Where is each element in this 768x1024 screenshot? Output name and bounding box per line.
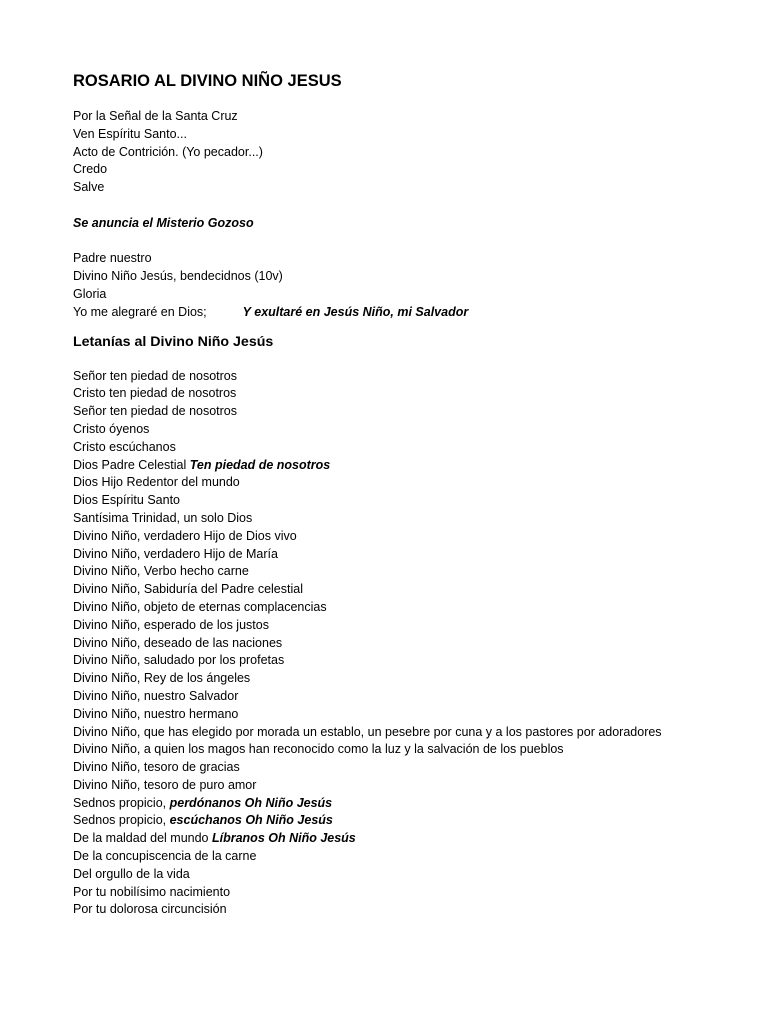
litany-list <box>73 368 695 920</box>
litany-line: Cristo escúchanos <box>73 439 176 454</box>
litany-line: Señor ten piedad de nosotros <box>73 368 238 383</box>
litany-line: Divino Niño, verdadero Hijo de María <box>73 546 278 561</box>
litany-line <box>73 457 695 475</box>
intro-line-4: Credo <box>73 162 108 177</box>
litany-line: Divino Niño, verdadero Hijo de Dios vivo <box>73 528 297 543</box>
invocation-text: Sednos propicio, <box>73 813 167 828</box>
intro-line-3: Acto de Contrición. (Yo pecador...) <box>73 144 263 159</box>
decade-line-1: Padre nuestro <box>73 251 152 266</box>
litany-line: Dios Espíritu Santo <box>73 493 180 508</box>
litany-line <box>73 812 695 830</box>
litany-line: De la concupiscencia de la carne <box>73 849 257 864</box>
litany-line: Divino Niño, nuestro Salvador <box>73 688 239 703</box>
litany-line: Divino Niño, saludado por los profetas <box>73 653 285 668</box>
decade-line-2: Divino Niño Jesús, bendecidnos (10v) <box>73 269 283 284</box>
response-text: Ten piedad de nosotros <box>189 457 331 472</box>
litany-line: Dios Hijo Redentor del mundo <box>73 475 240 490</box>
invocation-text: Dios Padre Celestial <box>73 457 187 472</box>
litany-line: Divino Niño, objeto de eternas complacencias <box>73 599 327 614</box>
decade-line-3: Gloria <box>73 286 107 301</box>
litany-line: Del orgullo de la vida <box>73 866 190 881</box>
document-page <box>73 70 695 919</box>
litany-heading: Letanías al Divino Niño Jesús <box>73 333 274 350</box>
litany-line: Divino Niño, que has elegido por morada un establo, un pesebre por cuna y a los pastores por adoradores <box>73 724 662 739</box>
call-response-line <box>73 304 695 322</box>
response-text: Y exultaré en Jesús Niño, mi Salvador <box>242 304 469 319</box>
decade-prayers <box>73 250 695 321</box>
litany-line: Divino Niño, Rey de los ángeles <box>73 671 251 686</box>
litany-line: Divino Niño, deseado de las naciones <box>73 635 283 650</box>
litany-line <box>73 795 695 813</box>
litany-line: Divino Niño, a quien los magos han reconocido como la luz y la salvación de los pueblos <box>73 742 564 757</box>
call-text: Yo me alegraré en Dios; <box>73 304 207 319</box>
document-title: ROSARIO AL DIVINO NIÑO JESUS <box>73 72 342 90</box>
intro-line-2: Ven Espíritu Santo... <box>73 126 187 141</box>
litany-line: Divino Niño, tesoro de puro amor <box>73 777 257 792</box>
litany-line: Señor ten piedad de nosotros <box>73 404 238 419</box>
litany-line: Por tu nobilísimo nacimiento <box>73 884 231 899</box>
litany-line: Cristo óyenos <box>73 421 150 436</box>
litany-line: Santísima Trinidad, un solo Dios <box>73 510 253 525</box>
spacer <box>73 233 695 251</box>
litany-line: Por tu dolorosa circuncisión <box>73 902 227 917</box>
litany-line: Divino Niño, Verbo hecho carne <box>73 564 249 579</box>
spacer <box>73 197 695 215</box>
litany-line: Divino Niño, Sabiduría del Padre celestial <box>73 582 303 597</box>
litany-line: Cristo ten piedad de nosotros <box>73 386 237 401</box>
litany-line <box>73 830 695 848</box>
response-text: escúchanos Oh Niño Jesús <box>169 813 333 828</box>
response-text: Líbranos Oh Niño Jesús <box>211 831 356 846</box>
litany-line: Divino Niño, nuestro hermano <box>73 706 239 721</box>
intro-prayers <box>73 108 695 197</box>
litany-line: Divino Niño, tesoro de gracias <box>73 760 240 775</box>
intro-line-5: Salve <box>73 180 105 195</box>
litany-line: Divino Niño, esperado de los justos <box>73 617 269 632</box>
response-text: perdónanos Oh Niño Jesús <box>169 795 333 810</box>
invocation-text: De la maldad del mundo <box>73 831 209 846</box>
intro-line-1: Por la Señal de la Santa Cruz <box>73 109 238 123</box>
mystery-announcement: Se anuncia el Misterio Gozoso <box>73 215 254 230</box>
invocation-text: Sednos propicio, <box>73 795 167 810</box>
